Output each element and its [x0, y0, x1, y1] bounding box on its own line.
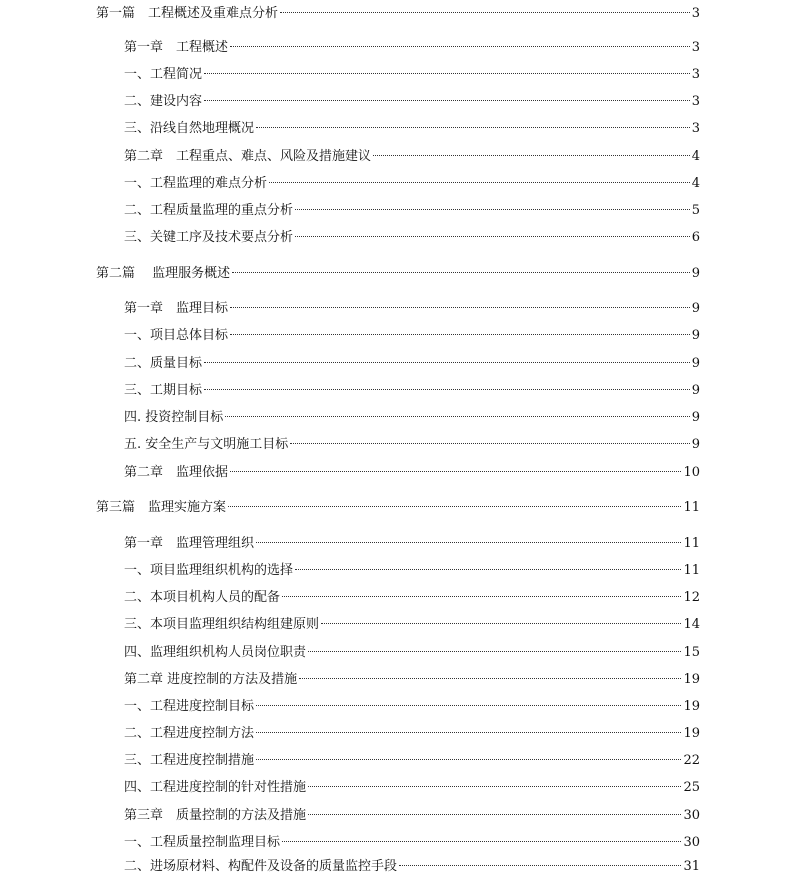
- dot-leader: [299, 678, 681, 679]
- dot-leader: [204, 100, 690, 101]
- dot-leader: [399, 865, 681, 866]
- toc-entry-title: 二、质量目标: [124, 356, 203, 371]
- toc-entry-title: 一、工程简况: [124, 67, 203, 82]
- dot-leader: [230, 471, 681, 472]
- toc-entry-title: 三、工程进度控制措施: [124, 753, 255, 768]
- toc-entry[interactable]: [124, 751, 700, 771]
- toc-entry[interactable]: [96, 264, 700, 284]
- toc-entry-page: 4: [691, 149, 700, 164]
- toc-entry-title: 一、工程监理的难点分析: [124, 176, 268, 191]
- toc-entry-page: 11: [683, 563, 700, 578]
- toc-entry-title: 二、本项目机构人员的配备: [124, 590, 281, 605]
- toc-entry[interactable]: [96, 498, 700, 518]
- dot-leader: [280, 12, 690, 13]
- toc-entry[interactable]: [124, 147, 700, 167]
- dot-leader: [256, 732, 681, 733]
- dot-leader: [282, 841, 681, 842]
- dot-leader: [295, 569, 681, 570]
- toc-entry[interactable]: [124, 92, 700, 112]
- toc-entry[interactable]: [124, 561, 700, 581]
- toc-entry-page: 9: [691, 328, 700, 343]
- toc-entry-title: 第三章 质量控制的方法及措施: [124, 808, 307, 823]
- dot-leader: [204, 362, 690, 363]
- dot-leader: [230, 334, 690, 335]
- toc-entry[interactable]: [124, 806, 700, 826]
- toc-entry[interactable]: [124, 299, 700, 319]
- toc-entry-page: 10: [683, 465, 700, 480]
- dot-leader: [232, 272, 690, 273]
- toc-entry[interactable]: [124, 201, 700, 221]
- toc-entry-title: 第一章 工程概述: [124, 40, 229, 55]
- toc-entry-page: 22: [683, 753, 700, 768]
- toc-entry-page: 9: [691, 437, 700, 452]
- toc-entry-page: 6: [691, 230, 700, 245]
- toc-entry-title: 第一章 监理目标: [124, 301, 229, 316]
- toc-entry-page: 19: [683, 726, 700, 741]
- dot-leader: [256, 759, 681, 760]
- toc-entry-title: 四. 投资控制目标: [124, 410, 224, 425]
- dot-leader: [308, 651, 681, 652]
- toc-entry[interactable]: [124, 119, 700, 139]
- toc-entry-title: 第一章 监理管理组织: [124, 536, 255, 551]
- toc-entry-title: 一、工程质量控制监理目标: [124, 835, 281, 850]
- toc-entry[interactable]: [124, 381, 700, 401]
- toc-entry-page: 31: [683, 859, 700, 874]
- toc-entry[interactable]: [124, 65, 700, 85]
- toc-entry-title: 五. 安全生产与文明施工目标: [124, 437, 289, 452]
- toc-entry[interactable]: [124, 857, 700, 877]
- dot-leader: [256, 127, 690, 128]
- toc-entry-page: 9: [691, 410, 700, 425]
- dot-leader: [295, 236, 690, 237]
- dot-leader: [256, 542, 681, 543]
- toc-entry-page: 19: [683, 672, 700, 687]
- toc-entry-title: 第二章 工程重点、难点、风险及措施建议: [124, 149, 372, 164]
- toc-entry-title: 四、工程进度控制的针对性措施: [124, 780, 307, 795]
- toc-entry-page: 3: [691, 121, 700, 136]
- toc-entry[interactable]: [124, 724, 700, 744]
- toc-entry-page: 3: [691, 67, 700, 82]
- toc-entry-title: 三、本项目监理组织结构组建原则: [124, 617, 320, 632]
- toc-entry-title: 三、关键工序及技术要点分析: [124, 230, 294, 245]
- dot-leader: [373, 155, 690, 156]
- dot-leader: [204, 73, 690, 74]
- toc-entry-page: 4: [691, 176, 700, 191]
- toc-entry-title: 第一篇 工程概述及重难点分析: [96, 6, 279, 21]
- dot-leader: [204, 389, 690, 390]
- toc-entry[interactable]: [124, 463, 700, 483]
- dot-leader: [282, 596, 681, 597]
- toc-entry[interactable]: [124, 697, 700, 717]
- toc-entry[interactable]: [124, 778, 700, 798]
- dot-leader: [230, 307, 690, 308]
- toc-entry[interactable]: [124, 670, 700, 690]
- dot-leader: [230, 46, 690, 47]
- toc-entry-page: 5: [691, 203, 700, 218]
- toc-entry-title: 二、工程质量监理的重点分析: [124, 203, 294, 218]
- toc-entry-title: 一、项目监理组织机构的选择: [124, 563, 294, 578]
- toc-entry-page: 19: [683, 699, 700, 714]
- dot-leader: [225, 416, 689, 417]
- toc-entry-title: 二、建设内容: [124, 94, 203, 109]
- dot-leader: [308, 814, 681, 815]
- dot-leader: [308, 786, 681, 787]
- toc-entry-page: 25: [683, 780, 700, 795]
- toc-entry-title: 第二章 进度控制的方法及措施: [124, 672, 298, 687]
- toc-entry-title: 二、进场原材料、构配件及设备的质量监控手段: [124, 859, 398, 874]
- toc-entry-page: 9: [691, 383, 700, 398]
- toc-entry[interactable]: [96, 4, 700, 24]
- toc-entry-title: 第二篇 监理服务概述: [96, 266, 231, 281]
- toc-entry[interactable]: [124, 643, 700, 663]
- toc-entry-page: 14: [683, 617, 700, 632]
- toc-entry[interactable]: [124, 615, 700, 635]
- toc-entry-title: 一、项目总体目标: [124, 328, 229, 343]
- toc-entry[interactable]: [124, 174, 700, 194]
- toc-entry[interactable]: [124, 228, 700, 248]
- toc-entry[interactable]: [124, 326, 700, 346]
- dot-leader: [295, 209, 690, 210]
- dot-leader: [321, 623, 681, 624]
- toc-entry-page: 3: [691, 40, 700, 55]
- toc-entry-page: 3: [691, 6, 700, 21]
- toc-entry-page: 30: [683, 808, 700, 823]
- toc-entry[interactable]: [124, 435, 700, 455]
- dot-leader: [228, 506, 681, 507]
- dot-leader: [290, 443, 689, 444]
- toc-entry-title: 四、监理组织机构人员岗位职责: [124, 645, 307, 660]
- toc-entry[interactable]: [124, 38, 700, 58]
- toc-entry-title: 二、工程进度控制方法: [124, 726, 255, 741]
- toc-entry-page: 11: [683, 500, 700, 515]
- toc-entry[interactable]: [124, 408, 700, 428]
- toc-entry-page: 9: [691, 356, 700, 371]
- toc-entry-page: 9: [691, 301, 700, 316]
- toc-entry-title: 第二章 监理依据: [124, 465, 229, 480]
- toc-entry-title: 一、工程进度控制目标: [124, 699, 255, 714]
- toc-entry[interactable]: [124, 354, 700, 374]
- toc-entry-title: 三、沿线自然地理概况: [124, 121, 255, 136]
- toc-entry-page: 30: [683, 835, 700, 850]
- toc-entry-page: 9: [691, 266, 700, 281]
- dot-leader: [269, 182, 690, 183]
- toc-entry-page: 12: [683, 590, 700, 605]
- toc-entry-title: 三、工期目标: [124, 383, 203, 398]
- toc-entry-page: 3: [691, 94, 700, 109]
- toc-entry-title: 第三篇 监理实施方案: [96, 500, 227, 515]
- toc-entry-page: 15: [683, 645, 700, 660]
- toc-entry[interactable]: [124, 588, 700, 608]
- dot-leader: [256, 705, 681, 706]
- toc-entry[interactable]: [124, 534, 700, 554]
- toc-entry[interactable]: [124, 833, 700, 853]
- toc-entry-page: 11: [683, 536, 700, 551]
